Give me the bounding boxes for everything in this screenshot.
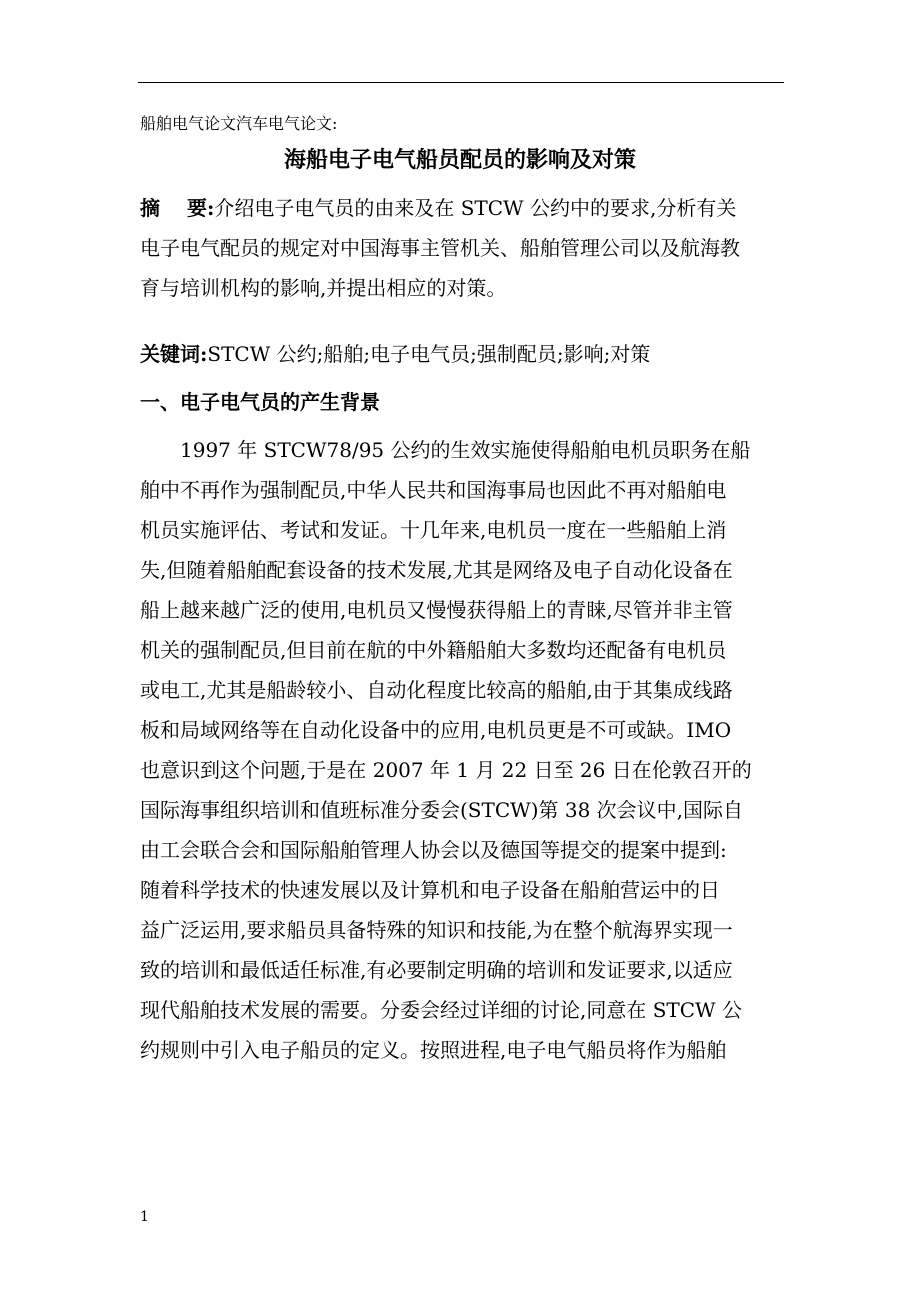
keywords-label: 关键词: xyxy=(140,342,208,366)
paragraph-line: 约规则中引入电子船员的定义。按照进程,电子电气船员将作为船舶 xyxy=(140,1038,727,1062)
page-number: 1 xyxy=(140,1209,149,1225)
keywords xyxy=(140,334,785,374)
paragraph-line: 舶中不再作为强制配员,中华人民共和国海事局也因此不再对船舶电 xyxy=(140,478,727,502)
paragraph-line: 船上越来越广泛的使用,电机员又慢慢获得船上的青睐,尽管并非主管 xyxy=(140,598,733,622)
paragraph-line: 由工会联合会和国际船舶管理人协会以及德国等提交的提案中提到: xyxy=(140,838,727,862)
abstract-line: 育与培训机构的影响,并提出相应的对策。 xyxy=(140,276,507,300)
header-rule xyxy=(138,82,784,83)
paragraph-line: 国际海事组织培训和值班标准分委会(STCW)第 38 次会议中,国际自 xyxy=(140,798,744,822)
paragraph-line: 机员实施评估、考试和发证。十几年来,电机员一度在一些船舶上消 xyxy=(140,518,727,542)
paragraph-line: 或电工,尤其是船龄较小、自动化程度比较高的船舶,由于其集成线路 xyxy=(140,678,733,702)
paragraph-line: 也意识到这个问题,于是在 2007 年 1 月 22 日至 26 日在伦敦召开的 xyxy=(140,758,752,782)
paragraph-line: 失,但随着船舶配套设备的技术发展,尤其是网络及电子自动化设备在 xyxy=(140,558,733,582)
abstract-label: 摘 要: xyxy=(140,196,215,220)
paragraph-line: 致的培训和最低适任标准,有必要制定明确的培训和发证要求,以适应 xyxy=(140,958,733,982)
abstract-line: 介绍电子电气员的由来及在 STCW 公约中的要求,分析有关 xyxy=(214,196,737,220)
document-title: 海船电子电气船员配员的影响及对策 xyxy=(283,147,636,173)
section-heading: 一、电子电气员的产生背景 xyxy=(140,390,380,414)
paragraph-line: 随着科学技术的快速发展以及计算机和电子设备在船舶营运中的日 xyxy=(140,878,720,902)
abstract-line: 电子电气配员的规定对中国海事主管机关、船舶管理公司以及航海教 xyxy=(140,236,740,260)
abstract xyxy=(140,188,785,308)
paragraph-line: 1997 年 STCW78/95 公约的生效实施使得船舶电机员职务在船 xyxy=(180,438,751,462)
paragraph-line: 现代船舶技术发展的需要。分委会经过详细的讨论,同意在 STCW 公 xyxy=(140,998,742,1022)
header-note: 船舶电气论文汽车电气论文: xyxy=(140,114,338,133)
paragraph xyxy=(140,430,785,1070)
paragraph-line: 益广泛运用,要求船员具备特殊的知识和技能,为在整个航海界实现一 xyxy=(140,918,733,942)
paragraph-line: 机关的强制配员,但目前在航的中外籍船舶大多数均还配备有电机员 xyxy=(140,638,727,662)
keywords-text: STCW 公约;船舶;电子电气员;强制配员;影响;对策 xyxy=(207,342,651,366)
paragraph-line: 板和局域网络等在自动化设备中的应用,电机员更是不可或缺。IMO xyxy=(140,718,732,742)
